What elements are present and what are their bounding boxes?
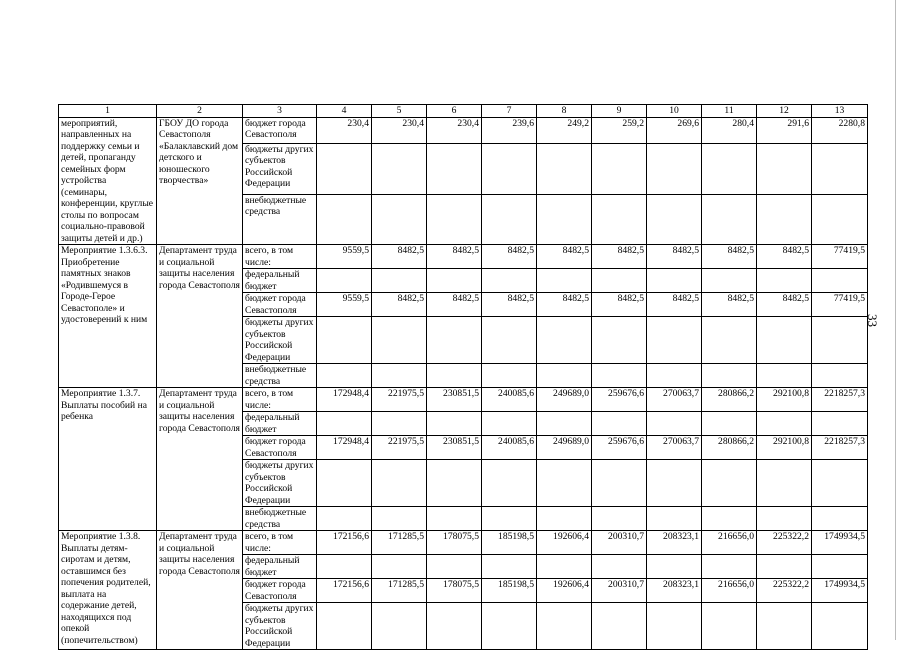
empty-cell	[702, 460, 757, 507]
empty-cell	[317, 412, 372, 436]
empty-cell	[702, 317, 757, 364]
empty-cell	[757, 507, 812, 531]
empty-cell	[482, 555, 537, 579]
source-label: федеральный бюджет	[243, 269, 317, 293]
source-label: бюджеты других субъектов Российской Федерации	[243, 603, 317, 650]
empty-cell	[592, 143, 647, 194]
empty-cell	[812, 269, 868, 293]
value-cell: 200310,7	[592, 579, 647, 603]
empty-cell	[317, 364, 372, 388]
value-cell: 9559,5	[317, 245, 372, 269]
executor: Департамент труда и социальной защиты населения города Севастополя	[157, 245, 243, 388]
event-name: Мероприятие 1.3.7. Выплаты пособий на ребенка	[59, 388, 157, 531]
value-cell: 9559,5	[317, 293, 372, 317]
empty-cell	[812, 460, 868, 507]
executor: Департамент труда и социальной защиты населения города Севастополя	[157, 531, 243, 650]
value-cell: 8482,5	[702, 293, 757, 317]
empty-cell	[372, 194, 427, 244]
value-cell: 230851,5	[427, 436, 482, 460]
value-cell: 8482,5	[592, 245, 647, 269]
empty-cell	[372, 143, 427, 194]
value-cell: 280866,2	[702, 388, 757, 412]
empty-cell	[482, 143, 537, 194]
value-cell: 8482,5	[482, 245, 537, 269]
empty-cell	[372, 555, 427, 579]
empty-cell	[372, 507, 427, 531]
event-name: мероприятий, направленных на поддержку семьи и детей, пропаганду семейных форм устройства (семинары, конференции, круглые столы по вопросам социально-правовой защиты детей и др.)	[59, 117, 157, 245]
empty-cell	[372, 317, 427, 364]
source-label: бюджеты других субъектов Российской Федерации	[243, 317, 317, 364]
value-cell: 185198,5	[482, 531, 537, 555]
value-cell: 1749934,5	[812, 579, 868, 603]
empty-cell	[482, 507, 537, 531]
value-cell: 8482,5	[757, 245, 812, 269]
table-row	[59, 531, 868, 555]
empty-cell	[317, 317, 372, 364]
source-label: всего, в том числе:	[243, 245, 317, 269]
empty-cell	[482, 603, 537, 650]
value-cell: 221975,5	[372, 388, 427, 412]
empty-cell	[702, 507, 757, 531]
column-header: 7	[482, 105, 537, 118]
empty-cell	[812, 143, 868, 194]
value-cell: 2218257,3	[812, 388, 868, 412]
value-cell: 171285,5	[372, 579, 427, 603]
column-header: 9	[592, 105, 647, 118]
value-cell: 221975,5	[372, 436, 427, 460]
empty-cell	[592, 555, 647, 579]
value-cell: 216656,0	[702, 579, 757, 603]
empty-cell	[317, 194, 372, 244]
value-cell: 178075,5	[427, 531, 482, 555]
source-label: бюджет города Севастополя	[243, 579, 317, 603]
empty-cell	[537, 143, 592, 194]
executor: Департамент труда и социальной защиты населения города Севастополя	[157, 388, 243, 531]
source-label: бюджет города Севастополя	[243, 436, 317, 460]
empty-cell	[812, 194, 868, 244]
value-cell: 259,2	[592, 117, 647, 143]
value-cell: 8482,5	[537, 245, 592, 269]
empty-cell	[372, 269, 427, 293]
value-cell: 208323,1	[647, 531, 702, 555]
empty-cell	[317, 507, 372, 531]
source-label: внебюджетные средства	[243, 194, 317, 244]
value-cell: 230851,5	[427, 388, 482, 412]
value-cell: 292100,8	[757, 436, 812, 460]
column-header: 6	[427, 105, 482, 118]
value-cell: 8482,5	[482, 293, 537, 317]
empty-cell	[702, 364, 757, 388]
empty-cell	[537, 460, 592, 507]
empty-cell	[812, 412, 868, 436]
empty-cell	[647, 317, 702, 364]
value-cell: 171285,5	[372, 531, 427, 555]
empty-cell	[702, 194, 757, 244]
table-row	[59, 117, 868, 143]
value-cell: 240085,6	[482, 436, 537, 460]
empty-cell	[757, 412, 812, 436]
empty-cell	[592, 603, 647, 650]
value-cell: 270063,7	[647, 436, 702, 460]
table-row	[59, 105, 868, 118]
column-header: 11	[702, 105, 757, 118]
source-label: всего, в том числе:	[243, 531, 317, 555]
value-cell: 172156,6	[317, 531, 372, 555]
value-cell: 259676,6	[592, 436, 647, 460]
empty-cell	[757, 555, 812, 579]
value-cell: 185198,5	[482, 579, 537, 603]
table-row	[59, 388, 868, 412]
empty-cell	[647, 143, 702, 194]
value-cell: 259676,6	[592, 388, 647, 412]
empty-cell	[482, 269, 537, 293]
empty-cell	[592, 269, 647, 293]
empty-cell	[757, 269, 812, 293]
event-name: Мероприятие 1.3.8. Выплаты детям-сиротам и детям, оставшимся без попечения родителей, выплата на содержание детей, находящихся под опекой (попечительством)	[59, 531, 157, 650]
empty-cell	[537, 412, 592, 436]
value-cell: 8482,5	[592, 293, 647, 317]
empty-cell	[427, 143, 482, 194]
empty-cell	[427, 317, 482, 364]
empty-cell	[427, 364, 482, 388]
empty-cell	[482, 460, 537, 507]
empty-cell	[537, 317, 592, 364]
empty-cell	[647, 460, 702, 507]
empty-cell	[647, 194, 702, 244]
empty-cell	[702, 412, 757, 436]
table-row	[59, 245, 868, 269]
empty-cell	[482, 194, 537, 244]
empty-cell	[372, 364, 427, 388]
empty-cell	[537, 364, 592, 388]
value-cell: 230,4	[317, 117, 372, 143]
value-cell: 225322,2	[757, 579, 812, 603]
empty-cell	[317, 143, 372, 194]
empty-cell	[372, 412, 427, 436]
value-cell: 8482,5	[427, 245, 482, 269]
empty-cell	[812, 364, 868, 388]
column-header: 12	[757, 105, 812, 118]
value-cell: 291,6	[757, 117, 812, 143]
empty-cell	[812, 555, 868, 579]
empty-cell	[537, 269, 592, 293]
value-cell: 269,6	[647, 117, 702, 143]
value-cell: 2280,8	[812, 117, 868, 143]
empty-cell	[537, 194, 592, 244]
empty-cell	[372, 603, 427, 650]
empty-cell	[482, 412, 537, 436]
value-cell: 225322,2	[757, 531, 812, 555]
value-cell: 77419,5	[812, 293, 868, 317]
value-cell: 1749934,5	[812, 531, 868, 555]
empty-cell	[702, 555, 757, 579]
value-cell: 280,4	[702, 117, 757, 143]
value-cell: 8482,5	[647, 245, 702, 269]
empty-cell	[647, 269, 702, 293]
value-cell: 292100,8	[757, 388, 812, 412]
empty-cell	[757, 317, 812, 364]
column-header: 5	[372, 105, 427, 118]
empty-cell	[592, 412, 647, 436]
empty-cell	[592, 507, 647, 531]
empty-cell	[647, 412, 702, 436]
scan-edge-line	[895, 0, 896, 640]
empty-cell	[537, 603, 592, 650]
value-cell: 239,6	[482, 117, 537, 143]
event-name: Мероприятие 1.3.6.3. Приобретение памятных знаков «Родившемуся в Городе-Герое Севастополе» и удостоверений к ним	[59, 245, 157, 388]
value-cell: 249,2	[537, 117, 592, 143]
value-cell: 192606,4	[537, 531, 592, 555]
page-number: 33	[865, 314, 880, 327]
empty-cell	[702, 143, 757, 194]
column-header: 8	[537, 105, 592, 118]
source-label: всего, в том числе:	[243, 388, 317, 412]
value-cell: 240085,6	[482, 388, 537, 412]
empty-cell	[482, 317, 537, 364]
value-cell: 8482,5	[647, 293, 702, 317]
empty-cell	[647, 364, 702, 388]
value-cell: 270063,7	[647, 388, 702, 412]
empty-cell	[317, 603, 372, 650]
empty-cell	[427, 460, 482, 507]
value-cell: 2218257,3	[812, 436, 868, 460]
empty-cell	[647, 603, 702, 650]
empty-cell	[757, 364, 812, 388]
empty-cell	[372, 460, 427, 507]
value-cell: 8482,5	[702, 245, 757, 269]
empty-cell	[812, 317, 868, 364]
value-cell: 192606,4	[537, 579, 592, 603]
source-label: внебюджетные средства	[243, 507, 317, 531]
value-cell: 230,4	[427, 117, 482, 143]
value-cell: 178075,5	[427, 579, 482, 603]
column-header: 1	[59, 105, 157, 118]
empty-cell	[647, 555, 702, 579]
empty-cell	[757, 460, 812, 507]
empty-cell	[427, 194, 482, 244]
empty-cell	[592, 194, 647, 244]
empty-cell	[427, 507, 482, 531]
column-header: 2	[157, 105, 243, 118]
source-label: федеральный бюджет	[243, 555, 317, 579]
empty-cell	[757, 194, 812, 244]
empty-cell	[482, 364, 537, 388]
value-cell: 172948,4	[317, 388, 372, 412]
value-cell: 172948,4	[317, 436, 372, 460]
value-cell: 216656,0	[702, 531, 757, 555]
value-cell: 8482,5	[537, 293, 592, 317]
empty-cell	[592, 317, 647, 364]
column-header: 3	[243, 105, 317, 118]
empty-cell	[427, 269, 482, 293]
source-label: бюджеты других субъектов Российской Федерации	[243, 143, 317, 194]
empty-cell	[427, 603, 482, 650]
column-header: 13	[812, 105, 868, 118]
value-cell: 8482,5	[757, 293, 812, 317]
source-label: бюджет города Севастополя	[243, 293, 317, 317]
empty-cell	[317, 269, 372, 293]
empty-cell	[427, 555, 482, 579]
empty-cell	[592, 460, 647, 507]
source-label: бюджеты других субъектов Российской Федерации	[243, 460, 317, 507]
source-label: бюджет города Севастополя	[243, 117, 317, 143]
empty-cell	[537, 555, 592, 579]
value-cell: 200310,7	[592, 531, 647, 555]
source-label: внебюджетные средства	[243, 364, 317, 388]
empty-cell	[757, 603, 812, 650]
column-header: 4	[317, 105, 372, 118]
empty-cell	[317, 555, 372, 579]
value-cell: 208323,1	[647, 579, 702, 603]
empty-cell	[647, 507, 702, 531]
executor: ГБОУ ДО города Севастополя «Балаклавский дом детского и юношеского творчества»	[157, 117, 243, 245]
empty-cell	[702, 269, 757, 293]
empty-cell	[317, 460, 372, 507]
empty-cell	[702, 603, 757, 650]
value-cell: 249689,0	[537, 388, 592, 412]
value-cell: 230,4	[372, 117, 427, 143]
empty-cell	[592, 364, 647, 388]
value-cell: 172156,6	[317, 579, 372, 603]
value-cell: 249689,0	[537, 436, 592, 460]
value-cell: 8482,5	[427, 293, 482, 317]
program-funding-table	[58, 104, 868, 650]
value-cell: 280866,2	[702, 436, 757, 460]
value-cell: 8482,5	[372, 293, 427, 317]
empty-cell	[757, 143, 812, 194]
value-cell: 77419,5	[812, 245, 868, 269]
empty-cell	[537, 507, 592, 531]
empty-cell	[812, 603, 868, 650]
column-header: 10	[647, 105, 702, 118]
empty-cell	[427, 412, 482, 436]
value-cell: 8482,5	[372, 245, 427, 269]
source-label: федеральный бюджет	[243, 412, 317, 436]
empty-cell	[812, 507, 868, 531]
